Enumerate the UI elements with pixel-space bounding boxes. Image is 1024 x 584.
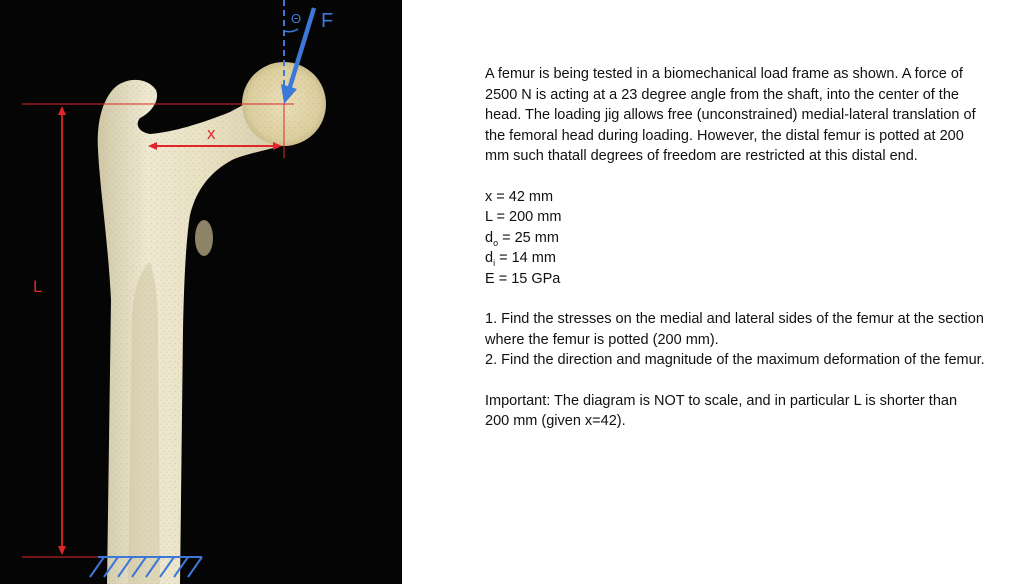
question-2: 2. Find the direction and magnitude of the maximum deformation of the femur. bbox=[485, 352, 985, 368]
femur-illustration bbox=[0, 0, 402, 584]
value-L: L = 200 mm bbox=[485, 209, 562, 225]
value-x: x = 42 mm bbox=[485, 188, 554, 205]
force-label: F bbox=[321, 10, 334, 32]
angle-arc bbox=[284, 29, 298, 32]
value-E: E = 15 GPa bbox=[485, 270, 561, 287]
problem-text bbox=[485, 64, 985, 432]
given-values bbox=[485, 187, 985, 290]
value-di: $d_i = 14$ mm bbox=[485, 250, 556, 268]
x-label: x bbox=[207, 124, 216, 143]
femur-diagram bbox=[0, 0, 402, 584]
L-label: L bbox=[33, 277, 43, 296]
lesser-trochanter bbox=[195, 220, 213, 256]
theta-label: Θ bbox=[291, 11, 302, 26]
value-do: $d_o = 25$ mm bbox=[485, 229, 559, 248]
question-1: 1. Find the stresses on the medial and lateral sides of the femur at the section where the femur is potted (200 mm). bbox=[485, 311, 984, 348]
problem-intro: A femur is being tested in a biomechanical load frame as shown. A force of 2500 N is acting at a 23 degree angle from the shaft, into the center of the head. The loading jig allows free (unconstrained) medial-lateral translation of the femoral head during loading. However, the distal femur is potted at 200 mm such thatall degrees of freedom are restricted at this distal end. bbox=[485, 66, 976, 164]
important-note: Important: The diagram is NOT to scale, and in particular L is shorter than 200 mm (given x=42). bbox=[485, 392, 958, 429]
